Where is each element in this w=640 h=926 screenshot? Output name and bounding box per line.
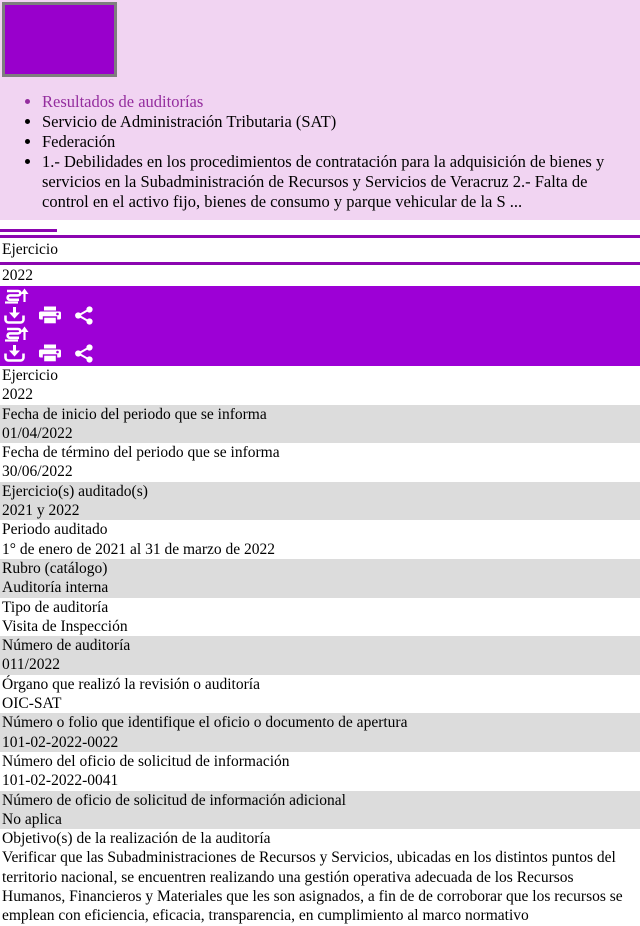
share-icon <box>74 306 94 325</box>
share-icon <box>74 344 94 363</box>
detail-list <box>0 366 640 926</box>
print-icon <box>37 344 63 363</box>
export-button[interactable] <box>3 288 30 305</box>
breadcrumb-item-titulo-auditoria: • 1.- Debilidades en los procedimientos de contratación para la adquisición de bienes y servicios en la Subadministración de Recursos y Servicios de Veracruz 2.- Falta de control en el activo fijo, bienes de consumo y parque vehicular de la S ... <box>42 152 630 212</box>
detail-value: OIC-SAT <box>2 695 62 713</box>
detail-value: 101-02-2022-0022 <box>2 733 119 751</box>
export-button[interactable] <box>3 326 30 343</box>
detail-label: Ejercicio(s) auditado(s) <box>2 482 148 500</box>
detail-row <box>0 752 640 791</box>
detail-label: Órgano que realizó la revisión o auditoría <box>2 675 260 693</box>
download-button[interactable] <box>3 306 26 325</box>
detail-row <box>0 713 640 752</box>
table-header-value-row <box>0 265 640 287</box>
detail-label: Número de oficio de solicitud de información adicional <box>2 791 346 809</box>
detail-row <box>0 405 640 444</box>
detail-value: No aplica <box>2 810 62 828</box>
record-toolbar <box>0 286 640 366</box>
detail-value: 011/2022 <box>2 656 60 674</box>
download-icon <box>3 306 26 325</box>
print-icon <box>37 306 63 325</box>
print-button[interactable] <box>37 344 63 363</box>
detail-value: Auditoría interna <box>2 579 109 597</box>
detail-label: Número del oficio de solicitud de información <box>2 752 290 770</box>
detail-label: Ejercicio <box>2 367 58 384</box>
detail-label: Periodo auditado <box>2 521 108 539</box>
toolbar-row <box>3 325 640 344</box>
print-button[interactable] <box>37 306 63 325</box>
detail-label: Tipo de auditoría <box>2 598 109 616</box>
download-icon <box>3 344 26 363</box>
header-banner <box>0 0 640 220</box>
detail-value: Visita de Inspección <box>2 617 128 635</box>
detail-row <box>0 559 640 598</box>
detail-row <box>0 366 640 405</box>
detail-value: 1° de enero de 2021 al 31 de marzo de 2022 <box>2 540 276 558</box>
detail-row <box>0 520 640 559</box>
column-header: Ejercicio <box>2 241 58 258</box>
detail-row <box>0 829 640 925</box>
breadcrumb <box>2 92 640 212</box>
detail-label: Fecha de término del periodo que se informa <box>2 444 280 462</box>
table-border-stub <box>0 229 57 232</box>
detail-label: Objetivo(s) de la realización de la auditoría <box>2 830 271 848</box>
detail-label: Fecha de inicio del periodo que se informa <box>2 405 267 423</box>
breadcrumb-item-federacion: • Federación <box>42 132 630 152</box>
detail-row <box>0 675 640 714</box>
column-header-value: 2022 <box>2 266 33 284</box>
detail-row <box>0 636 640 675</box>
share-button[interactable] <box>74 344 94 363</box>
detail-label: Número de auditoría <box>2 637 131 655</box>
detail-label: Número o folio que identifique el oficio o documento de apertura <box>2 714 408 732</box>
detail-row <box>0 482 640 521</box>
detail-value: 01/04/2022 <box>2 424 73 442</box>
detail-value: Verificar que las Subadministraciones de Recursos y Servicios, ubicadas en los distintos puntos del territorio nacional, se encuentren realizando una gestión operativa adecuada de los Recursos Humanos, Financieros y Materiales que les son asignados, a fin de de corroborar que los recursos se emplean con eficiencia, eficacia, transparencia, en cumplimiento al marco normativo <box>2 849 623 925</box>
toolbar-row <box>3 287 640 306</box>
share-button[interactable] <box>74 306 94 325</box>
detail-row <box>0 598 640 637</box>
detail-value: 2021 y 2022 <box>2 502 80 520</box>
toolbar-row <box>3 344 640 363</box>
detail-row <box>0 443 640 482</box>
detail-value: 2022 <box>2 386 33 404</box>
export-icon <box>3 288 30 305</box>
export-icon <box>3 326 30 343</box>
breadcrumb-item-sujeto-obligado: • Servicio de Administración Tributaria (SAT) <box>42 112 630 132</box>
download-button[interactable] <box>3 344 26 363</box>
detail-label: Rubro (catálogo) <box>2 559 108 577</box>
table-header-row <box>0 238 640 262</box>
detail-value: 101-02-2022-0041 <box>2 772 119 790</box>
breadcrumb-item-resultados-link[interactable]: • Resultados de auditorías <box>42 92 630 112</box>
detail-value: 30/06/2022 <box>2 463 73 481</box>
site-logo-image <box>2 2 117 77</box>
toolbar-row <box>3 306 640 325</box>
detail-row <box>0 791 640 830</box>
